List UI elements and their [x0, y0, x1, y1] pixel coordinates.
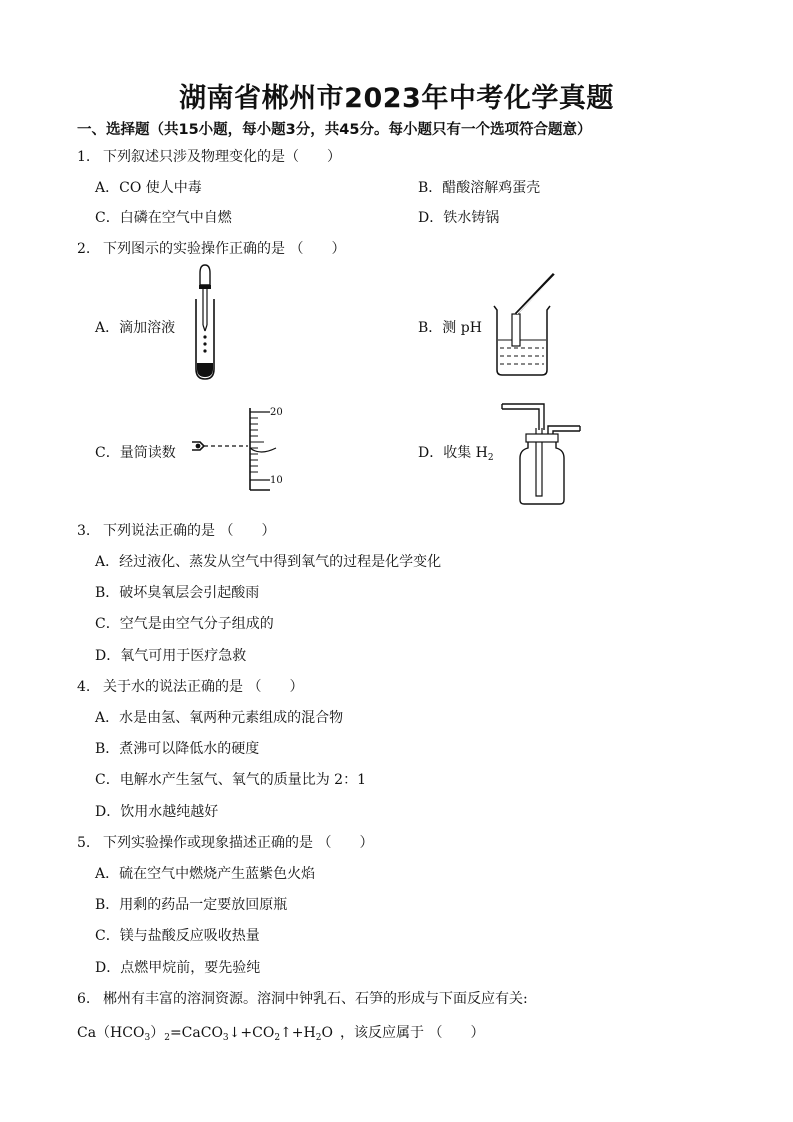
question-number: 1.	[77, 149, 91, 165]
scale-top-label: 20	[270, 407, 283, 418]
q3-option-c: C．空气是由空气分子组成的	[95, 616, 274, 632]
question-number: 6.	[77, 991, 91, 1007]
q4-option-d: D．饮用水越纯越好	[95, 804, 219, 820]
q3-option-b: B．破坏臭氧层会引起酸雨	[95, 585, 260, 601]
q5-option-c: C．镁与盐酸反应吸收热量	[95, 928, 260, 944]
question-number: 2.	[77, 241, 91, 257]
q2-option-c: C．量筒读数	[95, 445, 176, 461]
q1-option-d: D．铁水铸锅	[418, 210, 500, 226]
scale-bottom-label: 10	[270, 475, 283, 486]
question-5-stem	[77, 832, 373, 852]
q1-option-a: A．CO 使人中毒	[95, 180, 202, 196]
q1-option-c: C．白磷在空气中自燃	[95, 210, 232, 226]
ph-beaker-figure	[488, 270, 558, 378]
question-text: 下列说法正确的是 （ ）	[103, 523, 276, 539]
question-6-stem	[77, 988, 528, 1008]
question-text: 下列实验操作或现象描述正确的是 （ ）	[103, 835, 374, 851]
cylinder-reading-figure	[186, 404, 296, 496]
question-3-stem	[77, 520, 275, 540]
gas-bottle-figure	[498, 400, 584, 508]
question-number: 5.	[77, 835, 91, 851]
q5-option-d: D．点燃甲烷前，要先验纯	[95, 960, 261, 976]
q3-option-a: A．经过液化、蒸发从空气中得到氧气的过程是化学变化	[95, 554, 442, 570]
question-6-tail: ，该反应属于 （ ）	[340, 1025, 485, 1041]
question-number: 3.	[77, 523, 91, 539]
question-text: 关于水的说法正确的是 （ ）	[103, 679, 304, 695]
question-text: 下列叙述只涉及物理变化的是（ ）	[103, 149, 341, 165]
question-1-stem	[77, 146, 341, 166]
q5-option-b: B．用剩的药品一定要放回原瓶	[95, 897, 288, 913]
question-2-stem	[77, 238, 345, 258]
q2-option-b: B．测 pH	[418, 320, 482, 336]
section-heading: 一、选择题（共15小题，每小题3分，共45分。每小题只有一个选项符合题意）	[77, 122, 592, 138]
question-text: 郴州有丰富的溶洞资源。溶洞中钟乳石、石笋的形成与下面反应有关:	[103, 991, 528, 1007]
q2-option-a: A．滴加溶液	[95, 320, 176, 336]
page-title: 湖南省郴州市2023年中考化学真题	[179, 83, 614, 114]
reaction-equation: $Ca(HCO_3)_2=CaCO_3↓+CO_2↑+H_2O$	[77, 1025, 333, 1043]
q1-option-b: B．醋酸溶解鸡蛋壳	[418, 180, 541, 196]
dropper-test-tube-figure	[185, 263, 225, 383]
q4-option-c: C．电解水产生氢气、氧气的质量比为 2：1	[95, 772, 366, 788]
q5-option-a: A．硫在空气中燃烧产生蓝紫色火焰	[95, 866, 316, 882]
question-text: 下列图示的实验操作正确的是 （ ）	[103, 241, 346, 257]
q4-option-a: A．水是由氢、氧两种元素组成的混合物	[95, 710, 344, 726]
question-4-stem	[77, 676, 303, 696]
q2-option-d: D．收集 $H_2$	[418, 445, 494, 463]
q4-option-b: B．煮沸可以降低水的硬度	[95, 741, 260, 757]
q3-option-d: D．氧气可用于医疗急救	[95, 648, 247, 664]
question-number: 4.	[77, 679, 91, 695]
